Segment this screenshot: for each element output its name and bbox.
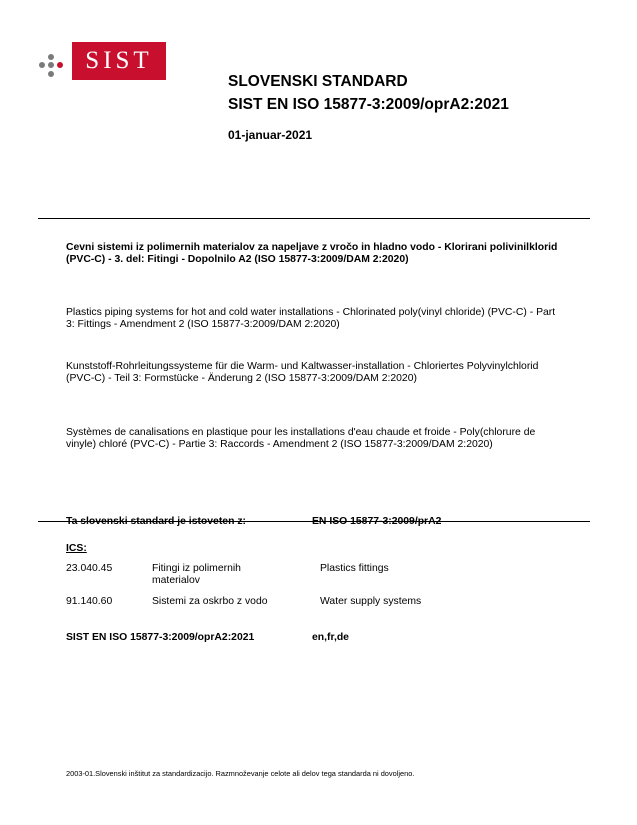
ics-label-en: Plastics fittings	[320, 563, 389, 574]
ics-label-en: Water supply systems	[320, 596, 422, 607]
identical-label: Ta slovenski standard je istoveten z:	[66, 516, 246, 527]
footer-languages: en,fr,de	[312, 632, 349, 643]
ics-heading: ICS:	[66, 543, 87, 554]
ics-label-sl: Sistemi za oskrbo z vodo	[152, 596, 268, 607]
divider-bottom	[38, 521, 590, 522]
sist-logo: SIST	[72, 42, 166, 80]
logo-dots-icon	[35, 52, 67, 84]
title-english: Plastics piping systems for hot and cold water installations - Chlorinated poly(vinyl chloride) (PVC-C) - Part 3: Fittings - Amendment 2 (ISO 15877-3:2009/DAM 2:2020)	[66, 307, 556, 330]
standard-date: 01-januar-2021	[228, 128, 313, 142]
identical-value: EN ISO 15877-3:2009/prA2	[312, 516, 442, 527]
title-slovenian: Cevni sistemi iz polimernih materialov za napeljave z vročo in hladno vodo - Klorirani polivinilklorid (PVC-C) - 3. del: Fitingi - Dopolnilo A2 (ISO 15877-3:2009/DAM 2:2020)	[66, 242, 558, 265]
ics-code: 91.140.60	[66, 596, 113, 607]
standard-type: SLOVENSKI STANDARD	[228, 73, 408, 90]
ics-code: 23.040.45	[66, 563, 113, 574]
copyright-notice: 2003-01.Slovenski inštitut za standardizacijo. Razmnoževanje celote ali delov tega standarda ni dovoljeno.	[66, 769, 415, 778]
ics-label-sl: Fitingi iz polimernih materialov	[152, 563, 241, 586]
divider-top	[38, 218, 590, 219]
footer-standard-reference: SIST EN ISO 15877-3:2009/oprA2:2021	[66, 632, 255, 643]
standard-reference: SIST EN ISO 15877-3:2009/oprA2:2021	[228, 96, 509, 113]
title-french: Systèmes de canalisations en plastique pour les installations d'eau chaude et froide - Poly(chlorure de vinyle) chloré (PVC-C) - Partie 3: Raccords - Amendment 2 (ISO 15877-3:2009/DAM 2:2020)	[66, 427, 536, 450]
title-german: Kunststoff-Rohrleitungssysteme für die Warm- und Kaltwasser-installation - Chloriertes Polyvinylchlorid (PVC-C) - Teil 3: Formstücke - Änderung 2 (ISO 15877-3:2009/DAM 2:2020)	[66, 361, 539, 384]
